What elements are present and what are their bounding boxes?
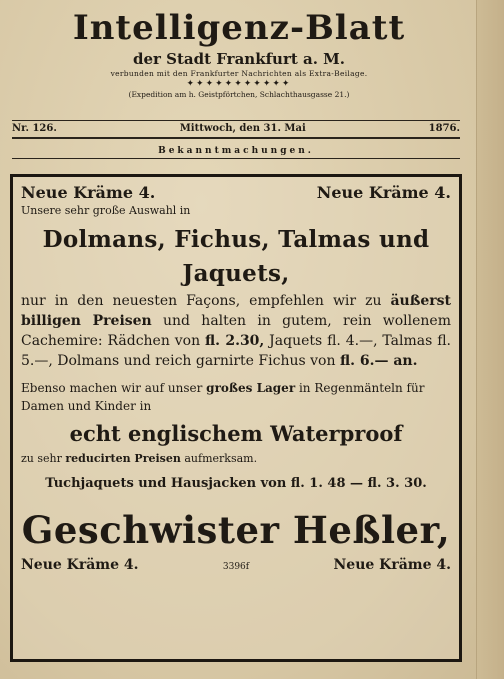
masthead-connected-line: verbunden mit den Frankfurter Nachrichten als Extra-Beilage.: [110, 69, 368, 78]
p1-emphasis-price-1: fl. 2.30,: [204, 333, 265, 349]
address-left: Neue Kräme 4.: [21, 183, 156, 202]
p1-text-c: und halten in gutem, rein wollenem Cachemire: Rädchen von: [21, 313, 451, 349]
ad-goods-headline: Dolmans, Fichus, Talmas und Jaquets,: [42, 226, 430, 287]
footer-address-right: Neue Kräme 4.: [333, 557, 451, 573]
address-row-top: [21, 183, 451, 203]
advertisement-box: [10, 174, 462, 662]
issue-number: Nr. 126.: [12, 123, 57, 134]
ad-paragraph-1: [21, 291, 451, 371]
p2-text-a: Ebenso machen wir auf unser: [21, 381, 207, 395]
reduced-text-a: zu sehr: [21, 452, 66, 465]
p2-text-c: in Regenmänteln für Damen und Kinder in: [21, 381, 425, 413]
ad-price-line: Tuchjaquets und Hausjacken von fl. 1. 48 — fl. 3. 30.: [45, 476, 427, 491]
issue-year: 1876.: [428, 123, 460, 134]
company-name: Geschwister Heßler,: [21, 508, 451, 552]
reduced-emphasis: reducirten Preisen: [65, 452, 181, 465]
p1-emphasis-prices: äußerst billigen Preisen: [21, 293, 451, 329]
ornament-divider: ✦✦✦✦✦✦✦✦✦✦✦: [186, 79, 292, 89]
ad-paragraph-2: [21, 379, 451, 415]
p1-text-a: nur in den neuesten Façons, empfehlen wir zu: [21, 293, 391, 309]
masthead: [0, 8, 478, 101]
ad-reduced-line: [21, 451, 451, 467]
p1-emphasis-price-2: fl. 6.— an.: [339, 353, 418, 369]
masthead-expedition: (Expedition am h. Geistpförtchen, Schlachthausgasse 21.): [128, 90, 350, 99]
section-heading: Bekanntmachungen.: [12, 146, 460, 159]
masthead-title: Intelligenz-Blatt: [72, 8, 406, 48]
p1-text-e: Jaquets fl. 4.—, Talmas fl. 5.—, Dolmans und reich garnirte Fichus von: [21, 333, 451, 369]
reduced-text-c: aufmerksam.: [180, 452, 258, 465]
ad-reference-number: 3396f: [222, 562, 250, 572]
ad-waterproof-headline: echt englischem Waterproof: [69, 421, 403, 446]
masthead-subtitle: der Stadt Frankfurt a. M.: [133, 50, 345, 68]
dateline: [12, 120, 460, 139]
issue-date: Mittwoch, den 31. Mai: [179, 123, 306, 134]
footer-address-left: Neue Kräme 4.: [21, 557, 139, 573]
ad-intro: Unsere sehr große Auswahl in: [21, 204, 191, 217]
page-margin-strip: [476, 0, 504, 679]
advertisement-content: [21, 183, 451, 573]
address-right: Neue Kräme 4.: [316, 183, 451, 202]
p2-emphasis-stock: großes Lager: [206, 381, 296, 395]
address-row-bottom: [21, 557, 451, 573]
